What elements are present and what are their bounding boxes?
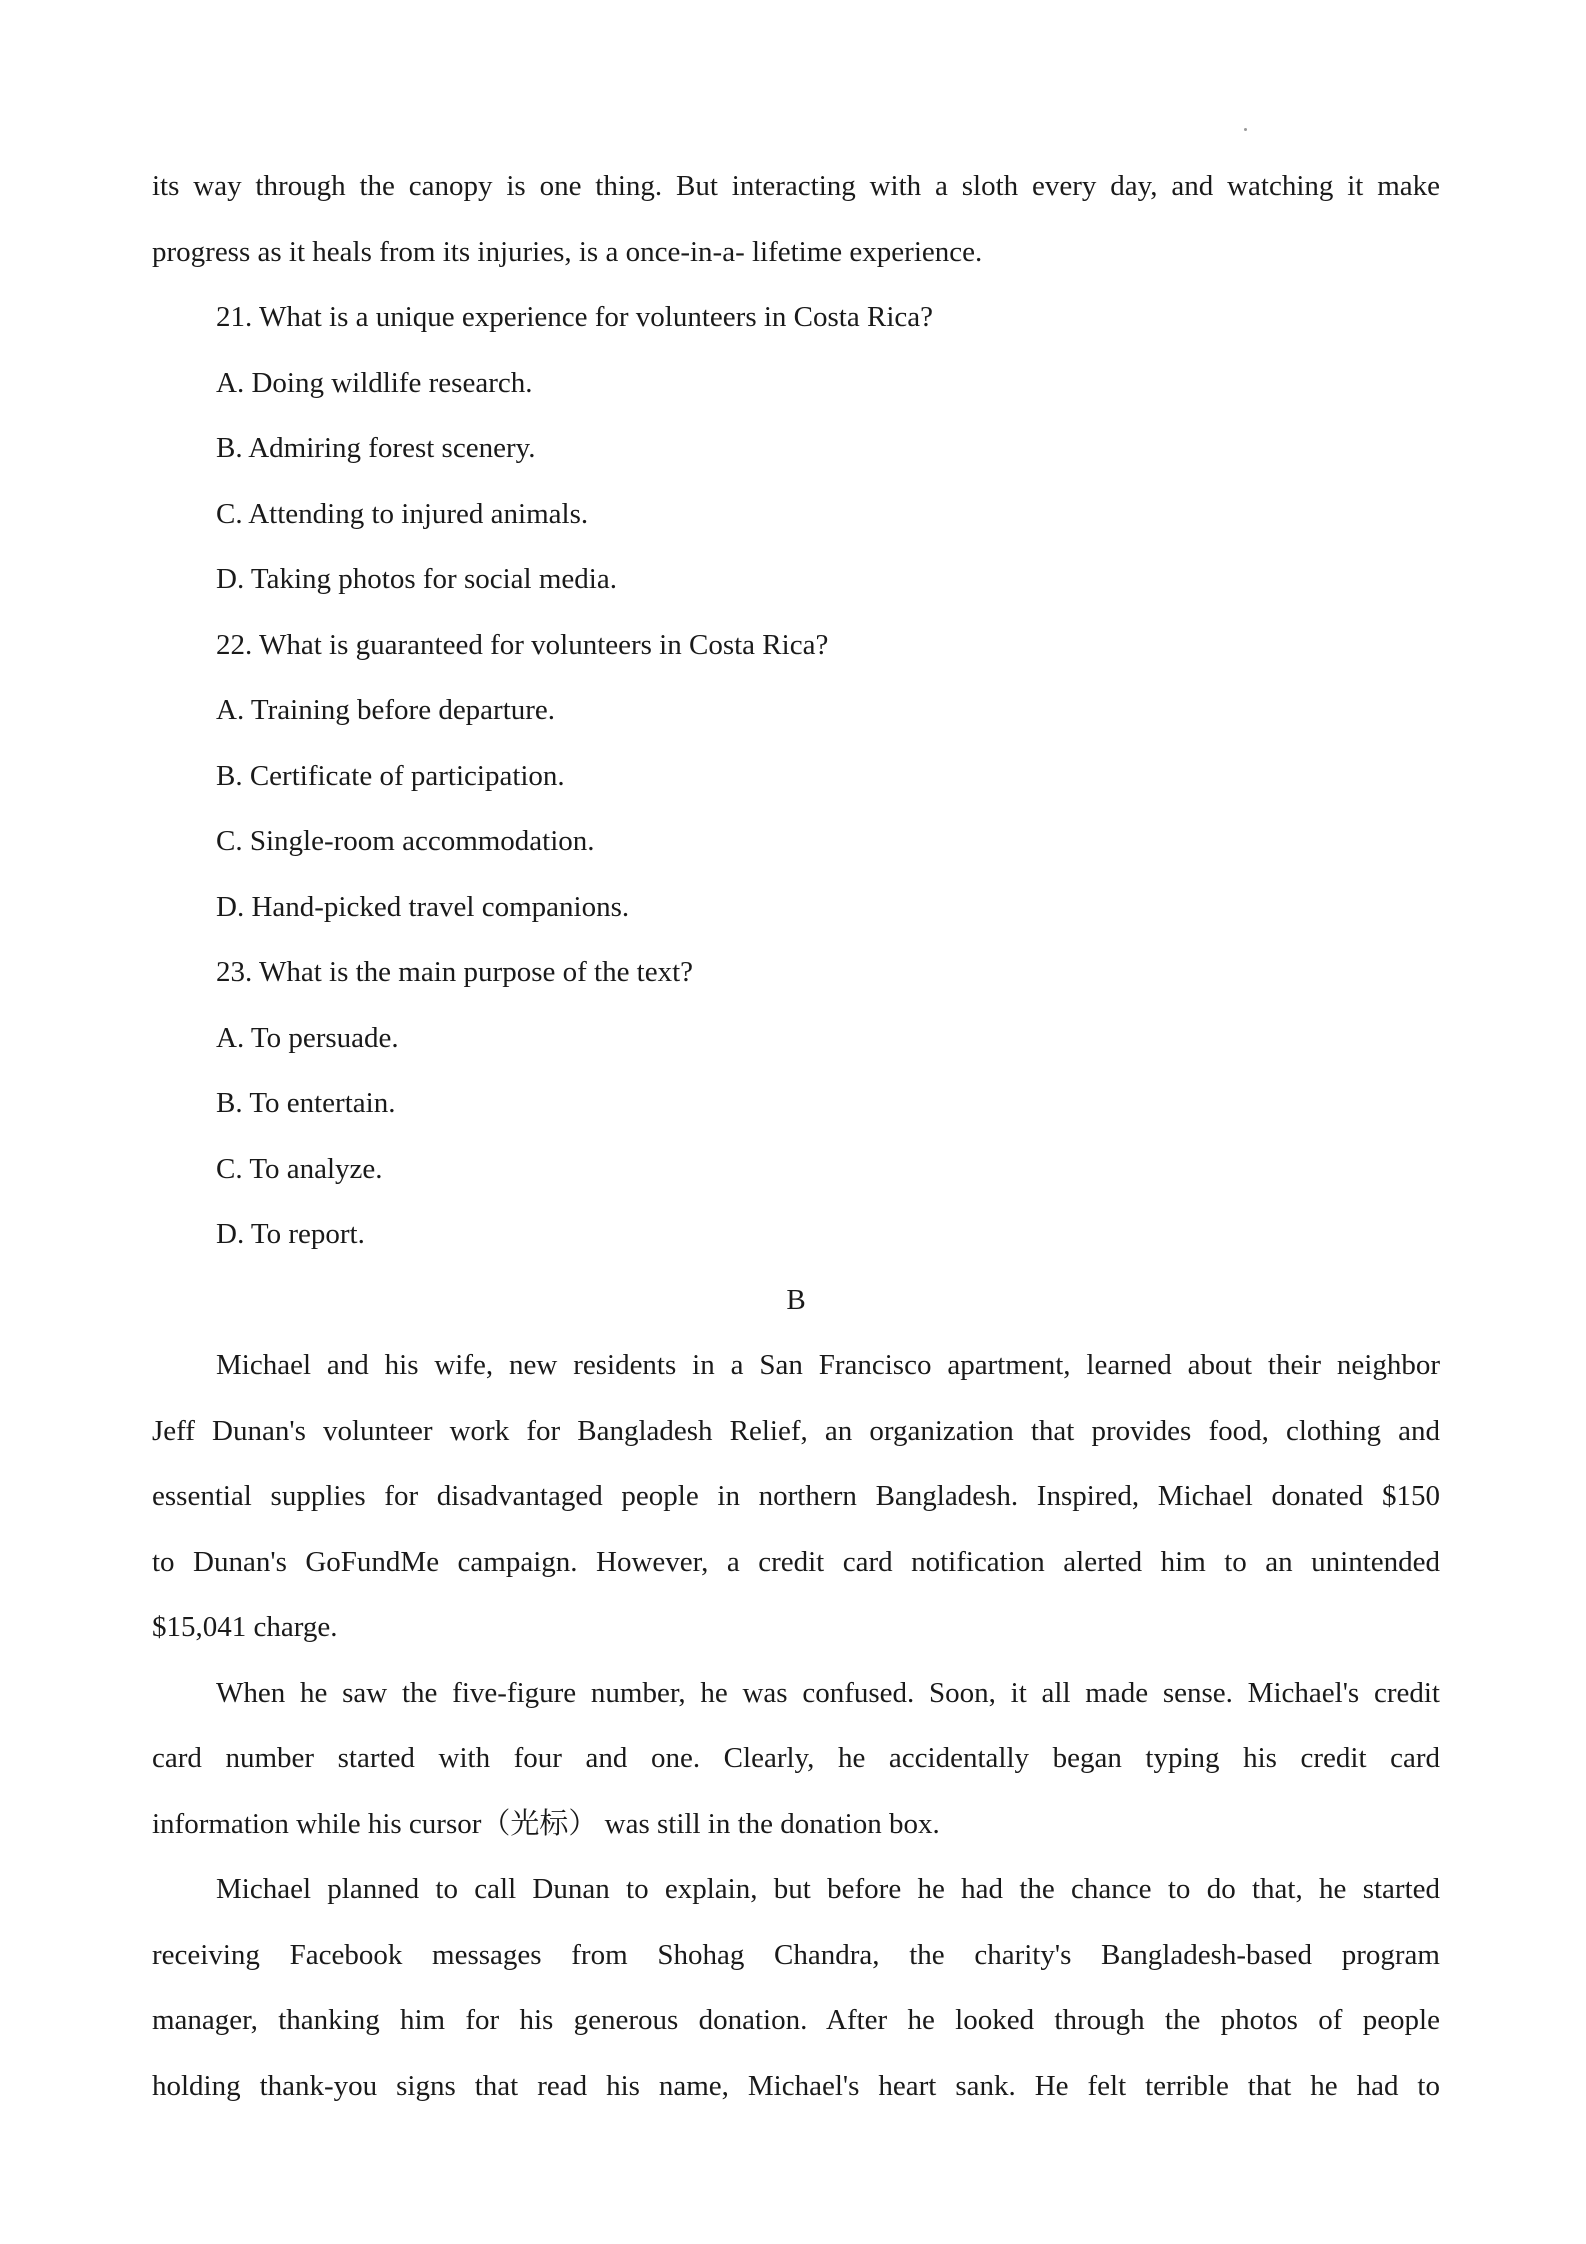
passage-a-line: its way through the canopy is one thing. But interacting with a sloth every day, and watching it make bbox=[152, 170, 1440, 202]
question-21-option-a: A. Doing wildlife research. bbox=[216, 367, 533, 399]
passage-b-line: essential supplies for disadvantaged people in northern Bangladesh. Inspired, Michael donated $150 bbox=[152, 1480, 1440, 1512]
question-22-stem: 22. What is guaranteed for volunteers in Costa Rica? bbox=[216, 629, 829, 661]
question-21-stem: 21. What is a unique experience for volunteers in Costa Rica? bbox=[216, 301, 933, 333]
question-22-option-c: C. Single-room accommodation. bbox=[216, 825, 595, 857]
passage-b-line: receiving Facebook messages from Shohag Chandra, the charity's Bangladesh-based program bbox=[152, 1939, 1440, 1971]
scan-mark bbox=[1244, 128, 1247, 131]
question-21-option-b: B. Admiring forest scenery. bbox=[216, 432, 536, 464]
question-23-option-a: A. To persuade. bbox=[216, 1022, 399, 1054]
question-23-option-c: C. To analyze. bbox=[216, 1153, 383, 1185]
passage-b-line: Jeff Dunan's volunteer work for Bangladesh Relief, an organization that provides food, clothing and bbox=[152, 1415, 1440, 1447]
passage-b-line: manager, thanking him for his generous donation. After he looked through the photos of people bbox=[152, 2004, 1440, 2036]
passage-b-line: holding thank-you signs that read his name, Michael's heart sank. He felt terrible that he had to bbox=[152, 2070, 1440, 2102]
passage-b-line: Michael and his wife, new residents in a San Francisco apartment, learned about their neighbor bbox=[216, 1349, 1440, 1381]
passage-b-line: information while his cursor（光标） was still in the donation box. bbox=[152, 1808, 940, 1840]
passage-b-line: to Dunan's GoFundMe campaign. However, a credit card notification alerted him to an unintended bbox=[152, 1546, 1440, 1578]
question-22-option-a: A. Training before departure. bbox=[216, 694, 556, 726]
question-23-option-b: B. To entertain. bbox=[216, 1087, 396, 1119]
question-23-stem: 23. What is the main purpose of the text? bbox=[216, 956, 694, 988]
question-23-option-d: D. To report. bbox=[216, 1218, 365, 1250]
question-22-option-b: B. Certificate of participation. bbox=[216, 760, 565, 792]
question-21-option-d: D. Taking photos for social media. bbox=[216, 563, 617, 595]
section-b-heading: B bbox=[786, 1284, 806, 1316]
passage-b-line: card number started with four and one. Clearly, he accidentally began typing his credit card bbox=[152, 1742, 1440, 1774]
passage-b-line: When he saw the five-figure number, he was confused. Soon, it all made sense. Michael's credit bbox=[216, 1677, 1440, 1709]
question-22-option-d: D. Hand-picked travel companions. bbox=[216, 891, 630, 923]
passage-b-line: Michael planned to call Dunan to explain, but before he had the chance to do that, he started bbox=[216, 1873, 1440, 1905]
question-21-option-c: C. Attending to injured animals. bbox=[216, 498, 589, 530]
passage-a-line: progress as it heals from its injuries, is a once-in-a- lifetime experience. bbox=[152, 236, 983, 268]
passage-b-line: $15,041 charge. bbox=[152, 1611, 338, 1643]
